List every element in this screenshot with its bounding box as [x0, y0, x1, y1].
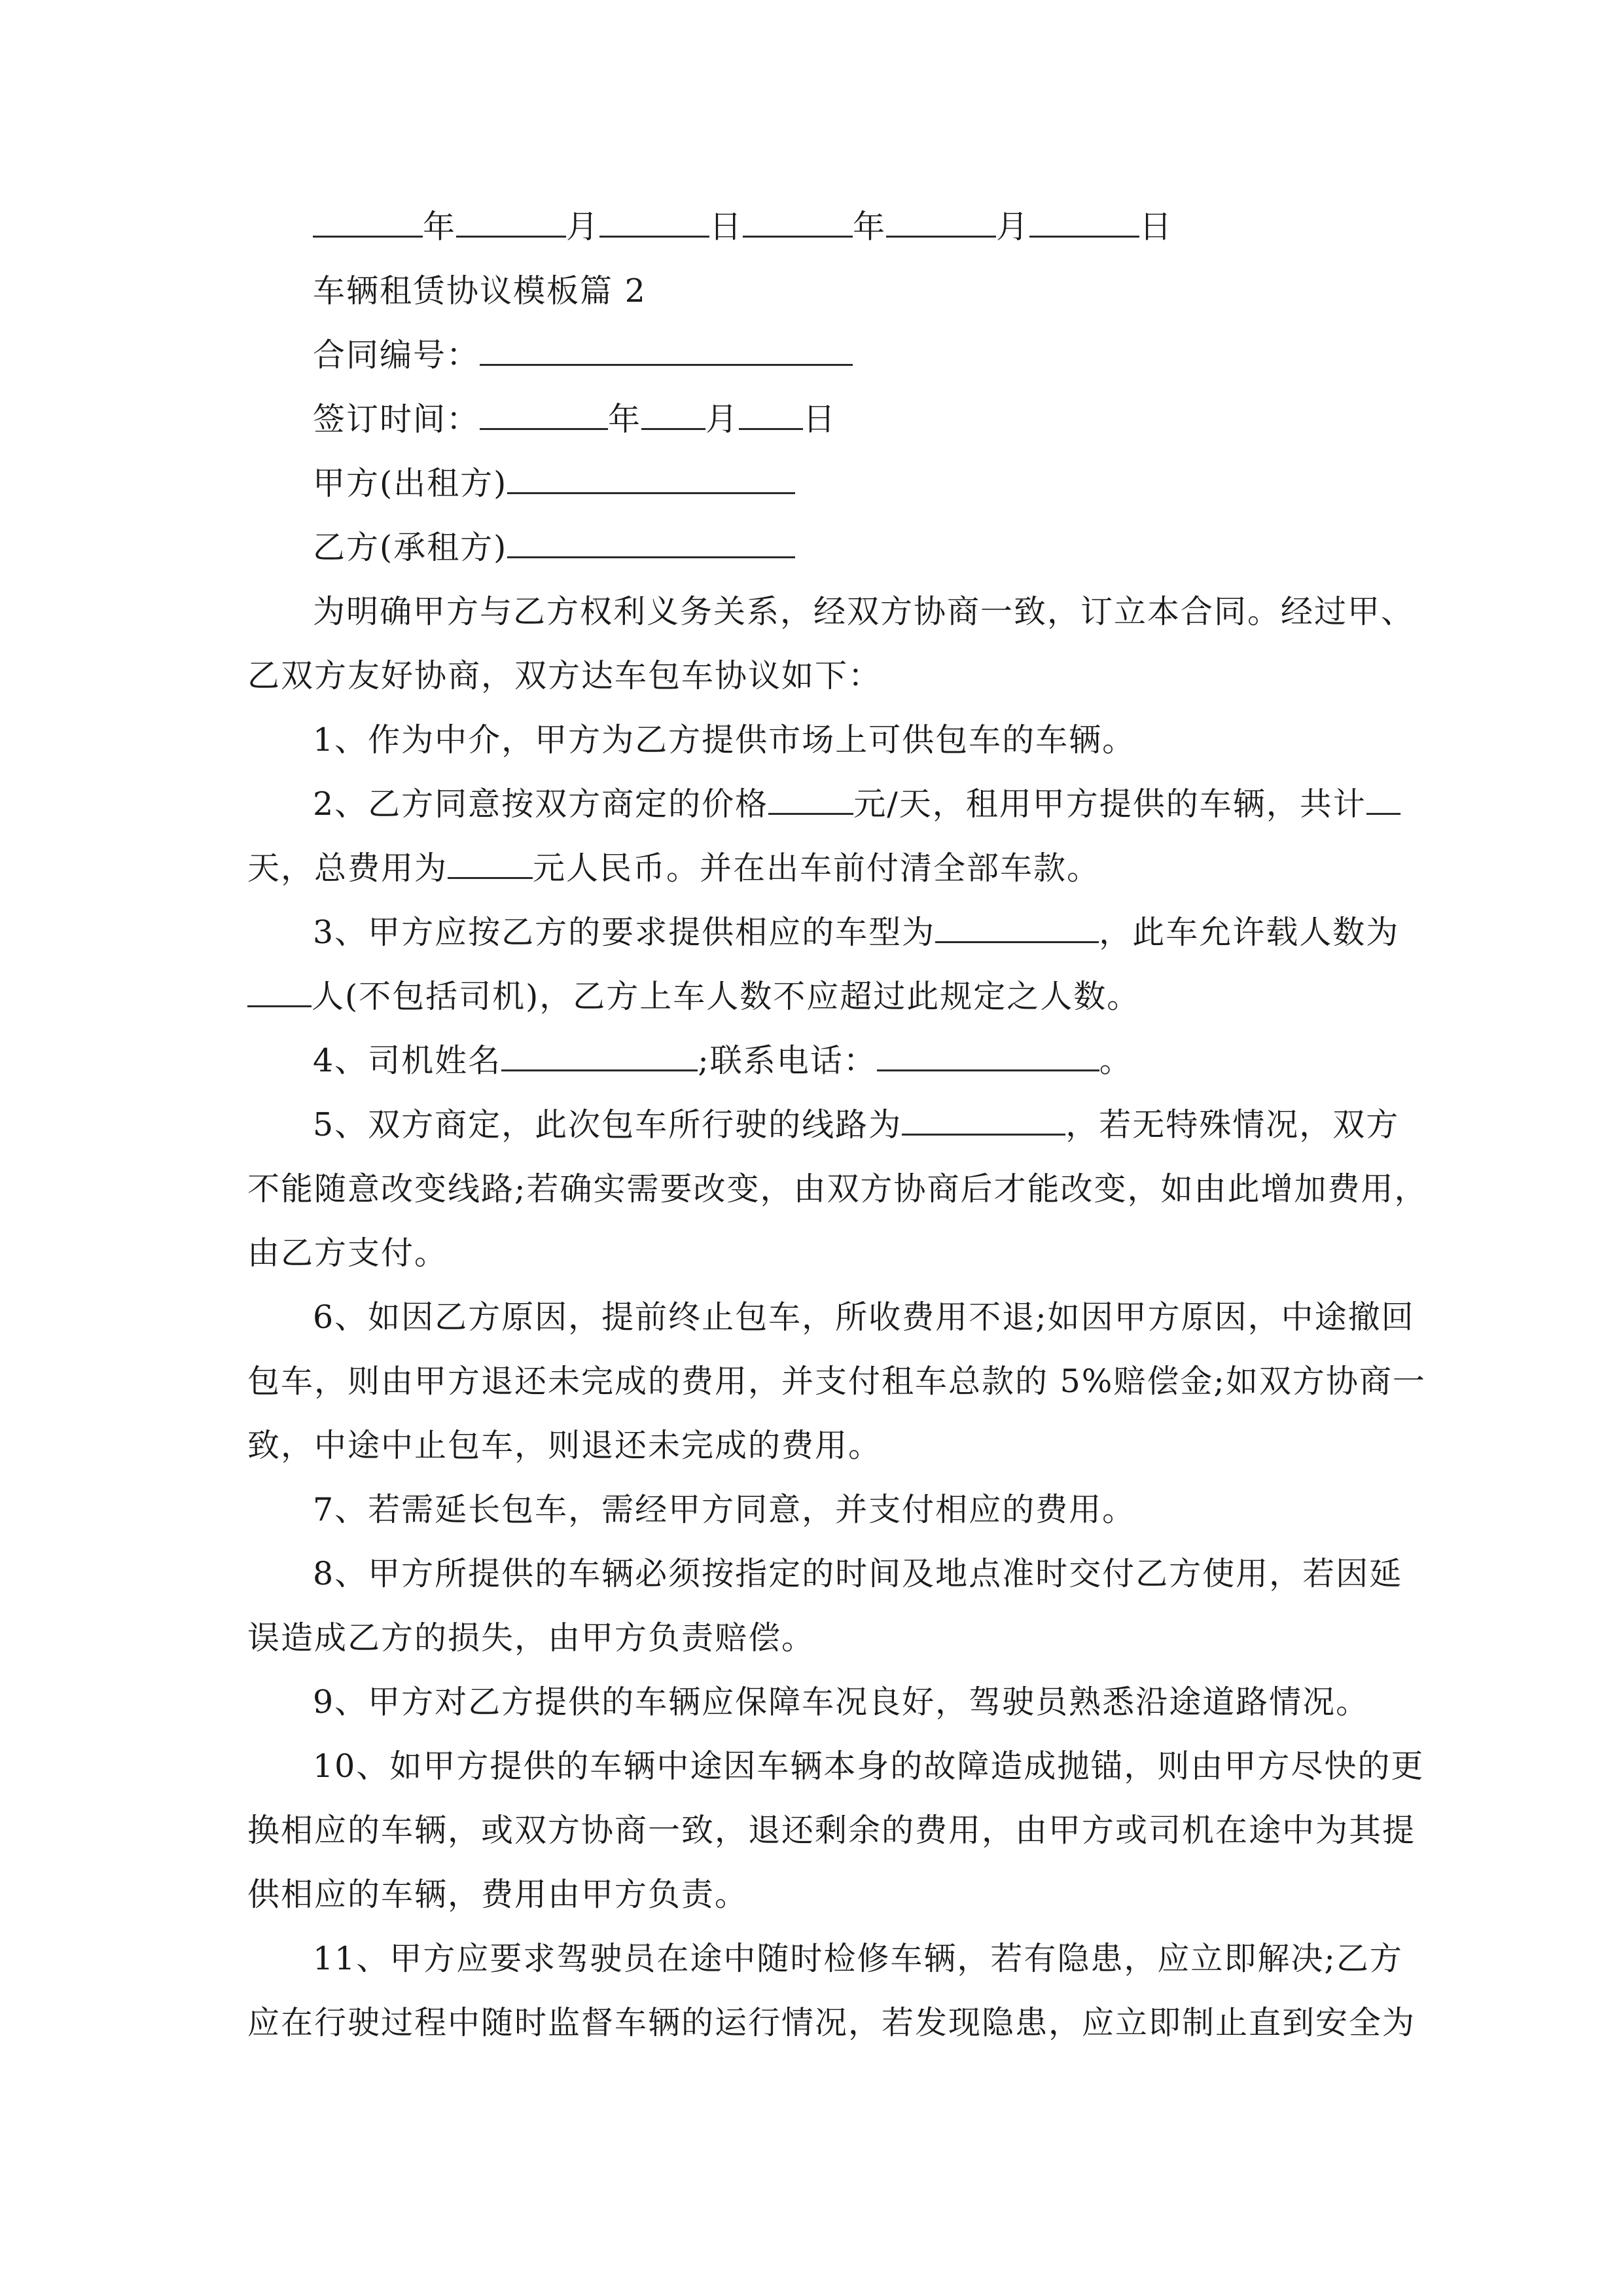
route-blank — [902, 1093, 1065, 1136]
paragraph-line: 误造成乙方的损失，由甲方负责赔偿。 — [247, 1619, 815, 1657]
blank-field — [886, 195, 996, 238]
party-b-label: 乙方(承租方) — [313, 529, 508, 566]
vehicle-type-blank — [935, 901, 1099, 943]
signing-time-line: 签订时间： 年 月 日 — [0, 387, 1623, 452]
blank-field — [480, 387, 608, 430]
clause-11: 11、甲方应要求驾驶员在途中随时检修车辆，若有隐患，应立即解决;乙方 — [313, 1940, 1403, 1977]
blank-field — [743, 195, 853, 238]
clause-3: 3、甲方应按乙方的要求提供相应的车型为 ，此车允许载人数为 — [0, 901, 1623, 965]
blank-field — [739, 387, 803, 430]
party-b-blank — [507, 516, 795, 558]
blank-field — [313, 195, 423, 238]
signing-time-label: 签订时间： — [313, 401, 480, 438]
contract-number-line — [0, 323, 1623, 387]
date-range-line — [0, 195, 1623, 259]
paragraph-line: 致，中途中止包车，则退还未完成的费用。 — [247, 1427, 882, 1464]
clause-3-cont: 人(不包括司机)，乙方上车人数不应超过此规定之人数。 — [0, 965, 1623, 1029]
price-blank — [768, 772, 853, 815]
clause-5: 5、双方商定，此次包车所行驶的线路为 ，若无特殊情况，双方 — [0, 1093, 1623, 1157]
driver-name-blank — [501, 1029, 698, 1071]
party-a-label: 甲方(出租方) — [313, 465, 508, 502]
paragraph-line: 应在行驶过程中随时监督车辆的运行情况，若发现隐患，应立即制止直到安全为 — [247, 2004, 1416, 2041]
phone-blank — [877, 1029, 1099, 1071]
clause-10: 10、如甲方提供的车辆中途因车辆本身的故障造成抛锚，则由甲方尽快的更 — [313, 1748, 1425, 1785]
paragraph-line: 为明确甲方与乙方权利义务关系，经双方协商一致，订立本合同。经过甲、 — [313, 593, 1415, 630]
passenger-count-blank — [247, 965, 312, 1007]
clause-4: 4、司机姓名 ;联系电话： 。 — [0, 1029, 1623, 1093]
blank-field — [1029, 195, 1139, 238]
clause-6: 6、如因乙方原因，提前终止包车，所收费用不退;如因甲方原因，中途撤回 — [313, 1299, 1415, 1336]
paragraph-line: 乙双方友好协商，双方达车包车协议如下： — [247, 657, 882, 694]
clause-2-cont: 天，总费用为 元人民币。并在出车前付清全部车款。 — [0, 836, 1623, 901]
contract-number-label: 合同编号： — [313, 336, 480, 374]
party-a-line — [0, 452, 1623, 516]
blank-field — [641, 387, 705, 430]
clause-1: 1、作为中介，甲方为乙方提供市场上可供包车的车辆。 — [313, 721, 1136, 759]
paragraph-line: 由乙方支付。 — [247, 1234, 448, 1272]
contract-number-blank — [480, 323, 853, 366]
clause-7: 7、若需延长包车，需经甲方同意，并支付相应的费用。 — [313, 1491, 1136, 1528]
paragraph-line: 不能随意改变线路;若确实需要改变，由双方协商后才能改变，如由此增加费用， — [247, 1170, 1428, 1208]
section-title: 车辆租赁协议模板篇 2 — [313, 272, 647, 310]
blank-field — [599, 195, 709, 238]
party-b-line — [0, 516, 1623, 580]
party-a-blank — [507, 452, 795, 494]
paragraph-line: 包车，则由甲方退还未完成的费用，并支付租车总款的 5%赔偿金;如双方协商一 — [247, 1363, 1426, 1400]
days-blank — [1366, 772, 1400, 815]
date-range-text: 年 月 日 年 月 日 — [313, 195, 1173, 259]
clause-8: 8、甲方所提供的车辆必须按指定的时间及地点准时交付乙方使用，若因延 — [313, 1555, 1403, 1592]
clause-9: 9、甲方对乙方提供的车辆应保障车况良好，驾驶员熟悉沿途道路情况。 — [313, 1683, 1370, 1721]
section-title-line — [0, 259, 1623, 323]
clause-2: 2、乙方同意按双方商定的价格 元/天，租用甲方提供的车辆，共计 — [0, 772, 1623, 836]
total-fee-blank — [448, 836, 533, 879]
blank-field — [456, 195, 566, 238]
paragraph-line: 换相应的车辆，或双方协商一致，退还剩余的费用，由甲方或司机在途中为其提 — [247, 1812, 1416, 1849]
paragraph-line: 供相应的车辆，费用由甲方负责。 — [247, 1876, 749, 1913]
